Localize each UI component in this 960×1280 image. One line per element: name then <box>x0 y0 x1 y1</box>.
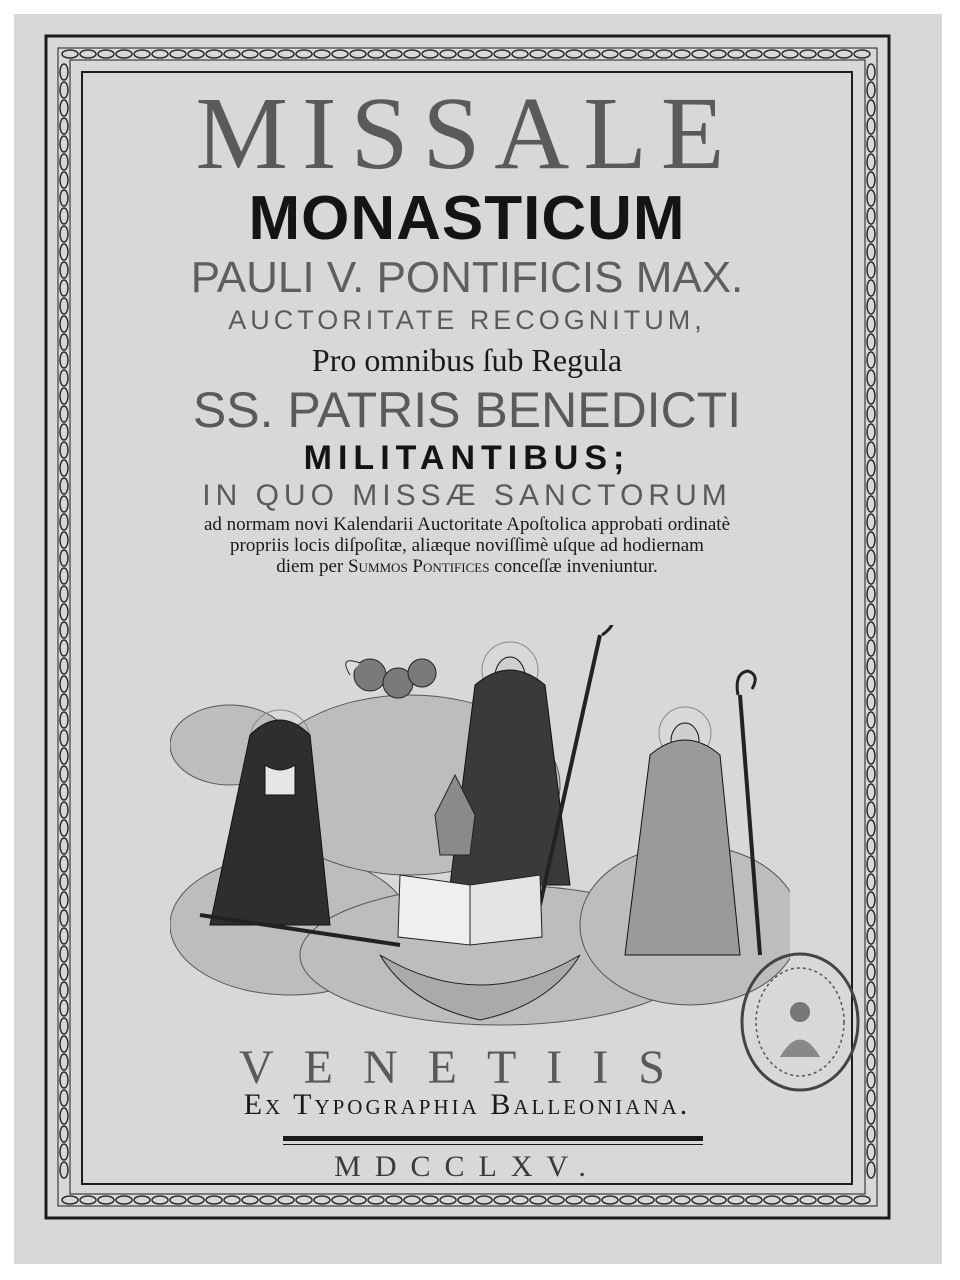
title-missale: MISSALE <box>195 76 739 191</box>
saint-benedict <box>450 625 614 905</box>
title-monasticum: MONASTICUM <box>248 184 686 253</box>
imprint-printer: Ex Typographia Balleoniana. <box>243 1088 691 1121</box>
subtitle-line-1: ad normam novi Kalendarii Auctoritate Apoſtolica approbati ordinatè <box>203 514 731 535</box>
imprint-rule-thick <box>283 1136 703 1141</box>
subtitle-summos-pontifices: Summos Pontifices <box>347 556 490 577</box>
title-auctoritate: AUCTORITATE RECOGNITUM, <box>228 305 706 335</box>
cherubs <box>346 659 436 698</box>
title-pro-omnibus: Pro omnibus ſub Regula <box>311 342 623 378</box>
title-in-quo: IN QUO MISSÆ SANCTORUM <box>202 479 732 512</box>
title-pauli: PAULI V. PONTIFICIS MAX. <box>190 253 744 302</box>
imprint-city: VENETIIS <box>239 1041 695 1094</box>
open-book <box>398 875 542 945</box>
subtitle-line-3 <box>82 556 852 577</box>
saints-engraving <box>170 625 790 1045</box>
subtitle-line-2: propriis locis diſpoſitæ, aliæque noviſſimè uſque ad hodiernam <box>230 535 704 556</box>
title-benedicti: SS. PATRIS BENEDICTI <box>192 382 742 438</box>
title-block <box>82 76 852 577</box>
subtitle-line-3a: diem per <box>276 556 344 577</box>
subtitle-line-3c: conceſſæ inveniuntur. <box>494 556 658 577</box>
imprint-year: MDCCLXV. <box>334 1150 600 1183</box>
imprint-rule-thin <box>283 1144 703 1145</box>
title-militantibus: MILITANTIBUS; <box>303 439 631 477</box>
